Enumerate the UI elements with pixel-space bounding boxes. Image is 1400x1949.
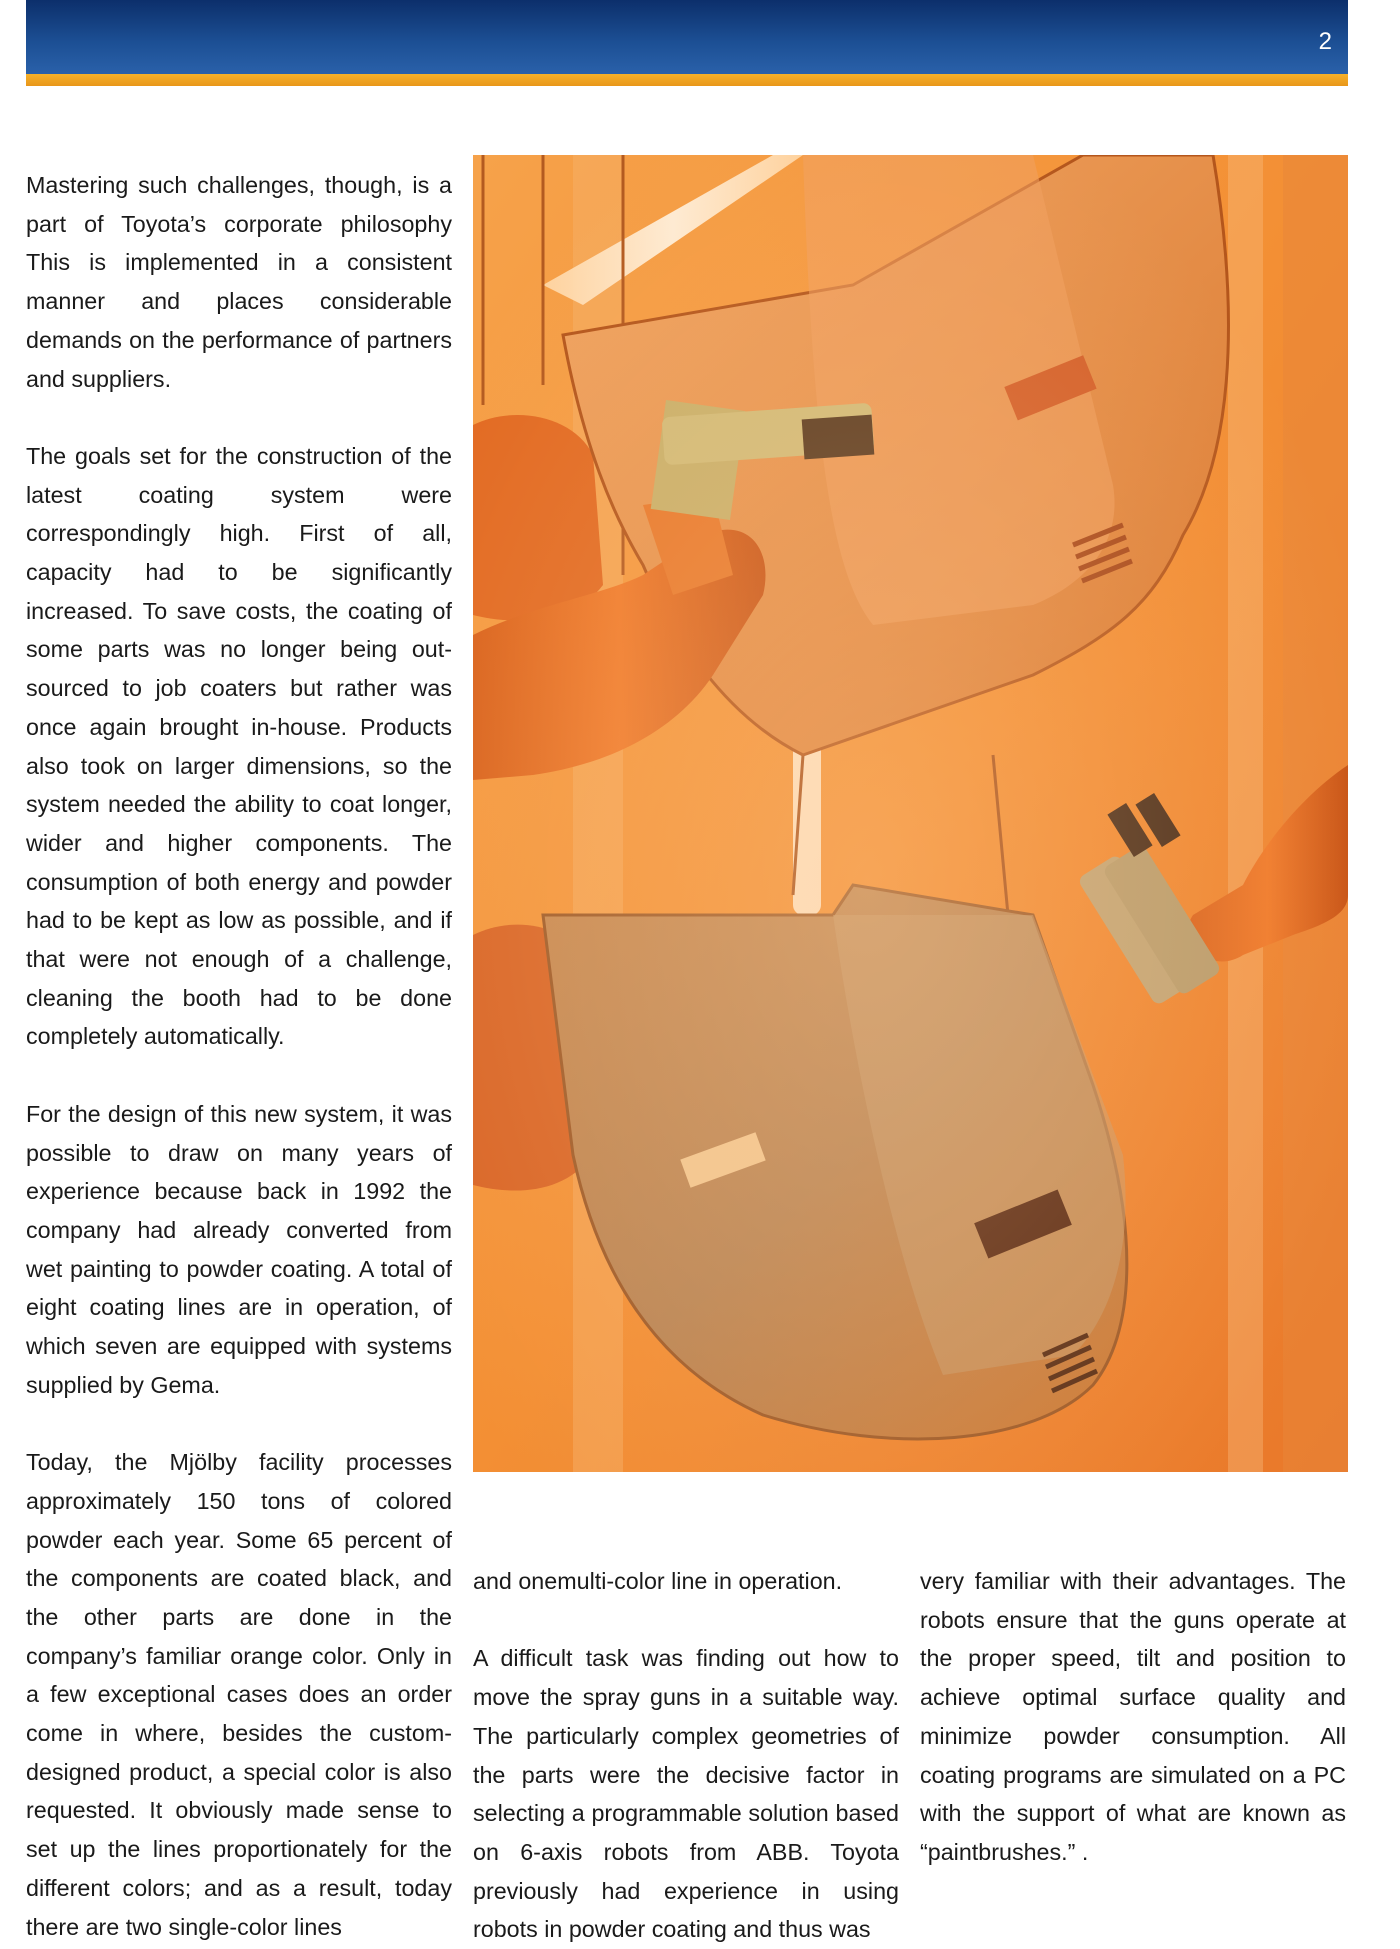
middle-text-column [473, 1562, 899, 1949]
page-number: 2 [1318, 28, 1332, 55]
paragraph: For the design of this new system, it was possible to draw on many years of experience because back in 1992 the company had already converted from wet painting to powder coating. A total of eight coating lines are in operation, of which seven are equipped with systems supplied by Gema. [26, 1100, 452, 1398]
right-text-column [920, 1562, 1346, 1872]
paragraph: very familiar with their advantages. The robots ensure that the guns operate at the proper speed, tilt and position to achieve optimal surface quality and minimize powder consumption. All coating programs are simulated on a PC with the support of what are known as “paintbrushes.” . [920, 1568, 1346, 1865]
header-bar [26, 0, 1348, 76]
paragraph: Today, the Mjölby facility processes approximately 150 tons of colored powder each year. Some 65 percent of the components are coated black, and the other parts are done in the company’s familiar orange color. Only in a few exceptional cases does an order come in where, besides the custom-designed product, a special color is also requested. It obviously made sense to set up the lines proportionately for the different colors; and as a result, today there are two single-color lines [26, 1449, 452, 1940]
paragraph: and onemulti-color line in operation. [473, 1568, 843, 1594]
robot-powder-coating-photo [473, 155, 1348, 1472]
left-text-column [26, 166, 452, 1946]
header-accent-stripe [26, 74, 1348, 86]
paragraph: The goals set for the construction of the latest coating system were correspondingly high. First of all, capacity had to be significantly increased. To save costs, the coating of some parts was no longer being out-sourced to job coaters but rather was once again brought in-house. Products also took on larger dimensions, so the system needed the ability to coat longer, wider and higher components. The consumption of both energy and powder had to be kept as low as possible, and if that were not enough of a challenge, cleaning the booth had to be done completely automatically. [26, 442, 452, 1050]
paragraph: A difficult task was finding out how to move the spray guns in a suitable way. The particularly complex geometries of the parts were the decisive factor in selecting a programmable solution based on 6-axis robots from ABB. Toyota previously had experience in using robots in powder coating and thus was [473, 1645, 899, 1943]
paragraph: Mastering such challenges, though, is a part of Toyota’s corporate philosophy This is implemented in a consistent manner and places considerable demands on the performance of partners and suppliers. [26, 172, 452, 392]
